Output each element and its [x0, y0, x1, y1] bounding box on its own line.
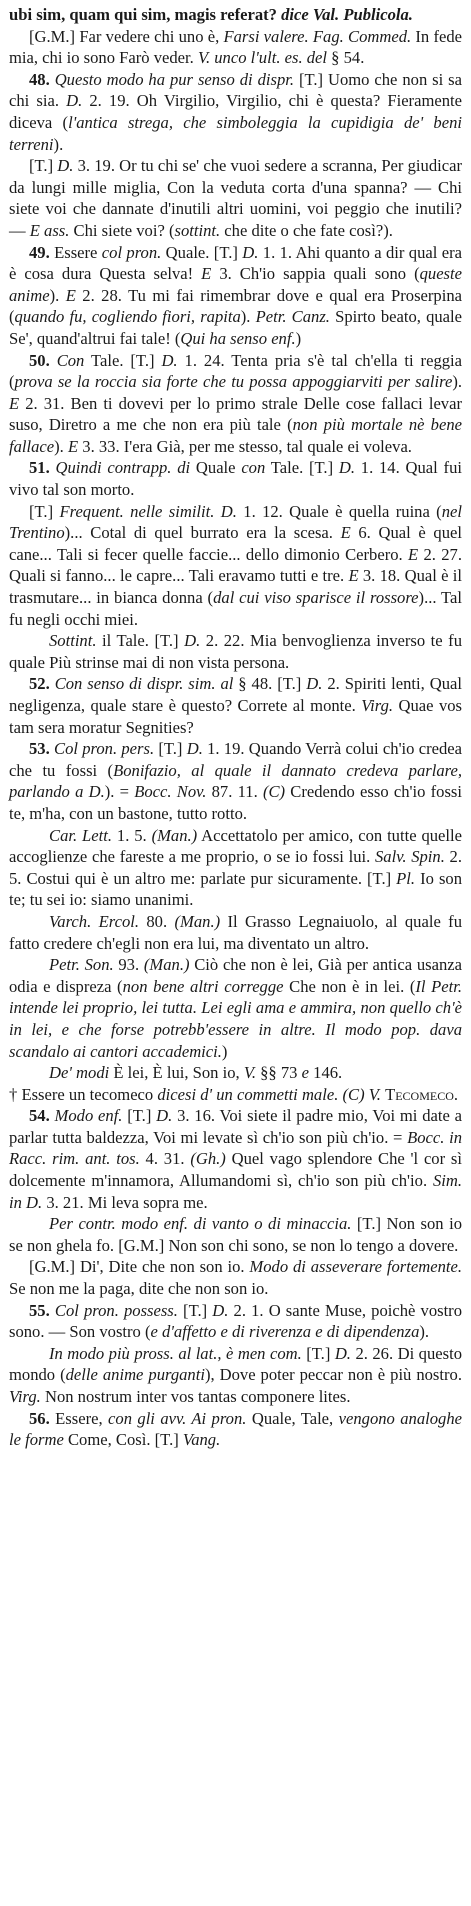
entry-paragraph: [9, 630, 462, 673]
italic-text: E: [408, 544, 419, 564]
italic-text: prova se la roccia sia forte che tu possa appoggiarviti per salire: [14, 372, 453, 392]
italic-text: E ass.: [29, 220, 70, 240]
entry-paragraph: [9, 457, 462, 500]
italic-text: (C): [262, 782, 286, 802]
entry-paragraph: [9, 1343, 462, 1408]
text-run: 1. 19. Quando Verrà colui ch'io credea che tu fossi (: [9, 739, 462, 780]
entry-paragraph: [9, 1062, 462, 1084]
italic-text: non più mortale nè bene fallace: [9, 415, 462, 456]
italic-text: e d'affetto e di riverenza e di dipendenza: [150, 1322, 420, 1342]
bold-text: ubi sim, quam qui sim, magis referat?: [9, 5, 282, 24]
italic-text: Bonifazio, al quale il dannato credeva parlare, parlando a D.: [9, 760, 462, 802]
italic-text: Farsi valere. Fag. Commed.: [223, 26, 412, 46]
entry-paragraph: [9, 1408, 462, 1451]
text-run: 3. 19. Or tu chi se' che vuoi sedere a scranna, Per giudicar da lungi mille miglia, Con la veduta corta d'una spanna? — Chi siete voi che dannate d'inutili altri uomini, voi peggio che inutili? —: [9, 156, 462, 240]
italic-text: Car. Lett.: [49, 825, 112, 845]
italic-text: D.: [306, 674, 323, 694]
italic-text: Questo modo ha pur senso di dispr.: [54, 69, 295, 89]
text-run: 1. 1. Ahi quanto a dir qual era è cosa dura Questa selva!: [9, 242, 462, 284]
italic-text: D.: [186, 739, 203, 759]
italic-text: con: [241, 458, 266, 478]
italic-text: Salv. Spin.: [375, 847, 445, 867]
entry-paragraph: [9, 350, 462, 458]
italic-text: Con: [56, 350, 85, 370]
italic-text: Bocc. Nov.: [134, 782, 207, 802]
italic-text: Modo enf.: [54, 1106, 123, 1126]
text-run: 6. Qual è quel cane... Tali si fecer quelle faccie... dello dimonio Cerbero.: [9, 523, 462, 564]
italic-text: quando fu, cogliendo fiori, rapita: [14, 307, 241, 327]
italic-text: Vang.: [182, 1430, 221, 1450]
italic-text: D.: [66, 91, 83, 111]
text-run: ).: [49, 285, 66, 305]
text-run: il Tale. [T.]: [96, 631, 185, 651]
text-run: ): [221, 1041, 228, 1061]
italic-text: E: [340, 523, 351, 543]
italic-text: E: [348, 566, 359, 586]
entry-paragraph: [9, 673, 462, 738]
italic-text: Col pron. pers.: [54, 739, 155, 759]
text-run: Quale. [T.]: [161, 242, 243, 262]
text-run: Credendo esso ch'io fossi te, m'ha, con un bastone, tutto rotto.: [9, 782, 462, 823]
italic-text: D.: [156, 1106, 173, 1126]
small-caps-text: Tecomeco: [385, 1084, 454, 1104]
text-run: 1. 14. Qual fui vivo tal son morto.: [9, 458, 462, 500]
text-run: 87. 11.: [206, 782, 263, 802]
italic-text: Sim. in D.: [9, 1171, 462, 1212]
text-run: 3. 18. Qual è il trasmutare... in bianca donna (: [9, 566, 463, 608]
text-run: In fede mia, chi io sono Farò veder.: [9, 26, 462, 68]
bold-text: 49.: [29, 242, 55, 262]
entry-paragraph: [9, 825, 462, 911]
text-run: [T.]: [301, 1343, 335, 1363]
italic-text: D.: [242, 242, 259, 262]
bold-italic-text: dice Val. Publicola.: [281, 5, 413, 24]
text-run: Il Grasso Legnaiuolo, al quale fu fatto credere ch'egli non era lui, ma diventato un altro.: [9, 911, 462, 953]
entry-paragraph: [9, 26, 462, 69]
bold-text: 53.: [29, 739, 54, 759]
italic-text: D.: [161, 350, 178, 370]
italic-text: Bocc. in Racc. rim. ant. tos.: [9, 1127, 462, 1169]
italic-text: (Man.): [151, 825, 198, 845]
italic-text: non bene altri corregge: [122, 976, 284, 996]
text-run: Non nostrum inter vos tantas componere lites.: [40, 1387, 351, 1406]
entry-paragraph: [9, 242, 462, 350]
italic-text: E: [67, 436, 79, 456]
italic-text: l'antica strega, che simboleggia la cupidigia de' beni terreni: [9, 112, 462, 154]
text-run: .: [453, 1084, 459, 1104]
text-run: 3. 21. Mi leva sopra me.: [42, 1192, 208, 1212]
text-run: [T.] Non son io se non ghela fo. [G.M.] Non son chi sono, se non lo tengo a dovere.: [9, 1214, 462, 1255]
text-run: [T.]: [154, 739, 187, 759]
entry-paragraph: [9, 1213, 462, 1256]
italic-text: (Man.): [174, 911, 221, 931]
entry-paragraph: [9, 1084, 462, 1106]
text-run: )... Tal fu negli occhi miei.: [9, 588, 463, 629]
italic-text: Varch. Ercol.: [49, 911, 140, 931]
entry-paragraph: [9, 155, 462, 241]
text-run: che dite o che fate così?).: [220, 220, 393, 240]
italic-text: D.: [212, 1300, 229, 1320]
italic-text: Sottint.: [49, 631, 97, 651]
italic-text: (Man.): [143, 955, 190, 975]
text-run: Quale: [190, 458, 242, 478]
entry-paragraph: [9, 1105, 462, 1213]
bold-text: 56.: [29, 1408, 56, 1428]
text-run: 146.: [309, 1063, 343, 1083]
italic-text: nel Trentino: [9, 501, 462, 543]
text-run: 3. 33. I'era Già, per me stesso, tal quale ei voleva.: [78, 436, 412, 456]
text-run: [T.] Uomo che non si sa chi sia.: [9, 69, 462, 111]
text-run: ), Dove poter peccar non è più nostro.: [204, 1365, 462, 1385]
italic-text: Petr. Canz.: [255, 307, 330, 327]
italic-text: In modo più pross. al lat., è men com.: [49, 1343, 302, 1363]
text-run: Chi siete voi? (: [69, 220, 175, 240]
entry-paragraph: [9, 69, 462, 155]
text-run: 1. 5.: [112, 825, 152, 845]
entry-paragraph: [9, 911, 462, 954]
text-run: 2. 31. Ben ti dovevi per lo primo strale Delle cose fallaci levar suso, Diretro a me che non era più tale (: [9, 393, 462, 435]
italic-text: col pron.: [101, 242, 162, 262]
text-run: ).: [53, 134, 64, 154]
italic-text: E: [201, 264, 212, 284]
text-run: ).: [240, 307, 256, 327]
italic-text: Frequent. nelle similit.: [59, 501, 215, 521]
text-run: Quel vago splendore Che 'l cor sì dolcemente m'innamora, Allumandomi sì, ch'io son più ch'io.: [9, 1149, 462, 1191]
italic-text: (Gh.): [190, 1149, 226, 1169]
text-run: ). =: [104, 782, 135, 802]
text-run: ).: [419, 1322, 430, 1342]
text-run: 2. Spiriti lenti, Qual negligenza, quale stare è questo? Correte al monte.: [9, 674, 462, 715]
italic-text: dal cui viso sparisce il rossore: [213, 588, 419, 608]
text-run: Quae vos tam sera moratur Segnities?: [9, 696, 463, 737]
entry-paragraph: [9, 501, 462, 631]
text-run: 80.: [139, 911, 175, 931]
italic-text: con gli avv. Ai pron.: [108, 1408, 247, 1428]
italic-text: delle anime purganti: [65, 1365, 205, 1385]
italic-text: Con senso di dispr. sim. al: [54, 674, 234, 694]
italic-text: Il Petr. intende lei proprio, lei tutta. Lei egli ama e ammira, non quello ch'è in lei, e che forse potrebb'essere in altre. Il modo pop. dava scandalo ai cantori accademici.: [9, 976, 463, 1061]
text-run: Accettatolo per amico, con tutte quelle accoglienze che fareste a me proprio, o se io fossi lui.: [9, 825, 462, 867]
italic-text: Petr. Son.: [49, 955, 114, 975]
text-run: † Essere un tecomeco: [9, 1084, 158, 1104]
text-run: 2. 22. Mia benvoglienza inverso te fu quale Più strinse mai di non vista persona.: [9, 631, 462, 672]
italic-text: E: [65, 285, 76, 305]
text-run: Essere,: [55, 1408, 109, 1428]
italic-text: E: [9, 393, 20, 413]
text-run: Io son te; tu sei io: siamo unanimi.: [9, 868, 462, 910]
italic-text: dicesi d' un commetti male. (C) V.: [157, 1084, 381, 1104]
text-run: È lei, È lui, Son io,: [109, 1063, 244, 1083]
text-run: Quale, Tale,: [246, 1408, 339, 1428]
bold-text: 51.: [29, 458, 56, 478]
text-run: §§ 73: [255, 1063, 302, 1083]
text-run: Come, Così. [T.]: [63, 1430, 183, 1450]
text-run: 2. 27. Quali si fanno... le capre... Tali eravamo tutti e tre.: [9, 544, 462, 586]
italic-text: Quindi contrapp. di: [55, 458, 191, 478]
text-run: 2. 5. Costui qui è un altro me: parlate pur sicuramente. [T.]: [9, 847, 462, 888]
text-run: 4. 31.: [139, 1149, 191, 1169]
text-run: 2. 19. Oh Virgilio, Virgilio, chi è questa? Fieramente diceva (: [9, 91, 462, 132]
text-run: Tale. [T.]: [265, 458, 339, 478]
italic-text: Col pron. possess.: [54, 1300, 178, 1320]
italic-text: Virg.: [9, 1387, 41, 1406]
text-run: 1. 24. Tenta pria s'è tal ch'ella ti reggia (: [9, 350, 463, 392]
italic-text: D.: [57, 156, 74, 176]
text-run: § 48. [T.]: [233, 674, 307, 694]
text-run: [T.]: [122, 1106, 157, 1126]
entry-paragraph: [9, 738, 462, 824]
text-run: Che non è in lei. (: [283, 976, 416, 996]
italic-text: D.: [184, 631, 201, 651]
italic-text: e: [301, 1063, 309, 1083]
text-run: ).: [452, 372, 462, 392]
text-run: ).: [54, 436, 68, 456]
text-run: [G.M.] Far vedere chi uno è,: [29, 26, 224, 46]
text-run: Tale. [T.]: [84, 350, 162, 370]
text-run: Essere: [54, 242, 102, 262]
italic-text: vengono analoghe le forme: [9, 1408, 463, 1450]
text-run: § 54.: [327, 48, 365, 68]
italic-text: D.: [220, 501, 237, 521]
italic-text: queste anime: [9, 264, 462, 305]
entry-paragraph: [9, 4, 462, 26]
text-run: 93.: [113, 955, 144, 975]
italic-text: Qui ha senso enf.: [180, 328, 296, 348]
bold-text: 54.: [29, 1106, 55, 1126]
italic-text: V. unco l'ult. es. del: [197, 48, 328, 68]
italic-text: Pl.: [396, 868, 416, 888]
bold-text: 55.: [29, 1300, 55, 1320]
italic-text: Virg.: [361, 696, 394, 715]
text-run: [T.]: [29, 501, 60, 521]
italic-text: D.: [334, 1343, 351, 1363]
text-run: 2. 1. O sante Muse, poichè vostro sono. — Son vostro (: [9, 1300, 463, 1342]
entry-paragraph: [9, 954, 462, 1062]
entry-paragraph: [9, 1300, 462, 1343]
text-run: Se non me la paga, dite che non son io.: [9, 1279, 269, 1299]
text-run: [T.]: [177, 1300, 213, 1320]
text-run: 3. 16. Voi siete il padre mio, Voi mi date a parlar tutta baldezza, Voi mi levate sì ch'io son più ch'io. =: [9, 1106, 462, 1147]
text-run: 3. Ch'io sappia quali sono (: [211, 264, 420, 284]
bold-text: 50.: [29, 350, 57, 370]
italic-text: Per contr. modo enf. di vanto o di minaccia.: [49, 1214, 352, 1234]
bold-text: 48.: [29, 69, 55, 89]
italic-text: Modo di asseverare fortemente.: [249, 1257, 462, 1277]
text-run: )... Cotal di quel burrato era la scesa.: [64, 523, 341, 543]
text-run: Spirto beato, quale Se', quand'altrui fai tale! (: [9, 307, 462, 348]
text-run: 2. 26. Di questo mondo (: [9, 1343, 462, 1385]
text-run: 1. 12. Quale è quella ruina (: [236, 501, 442, 521]
text-run: [G.M.] Di', Dite che non son io.: [29, 1257, 250, 1277]
italic-text: D.: [338, 458, 356, 478]
italic-text: De' modi: [49, 1063, 110, 1083]
entry-paragraph: [9, 1256, 462, 1299]
text-run: 2. 28. Tu mi fai rimembrar dove e qual era Proserpina (: [9, 285, 462, 327]
italic-text: sottint.: [174, 220, 221, 240]
text-run: ): [295, 328, 302, 348]
text-run: Ciò che non è lei, Già per antica usanza odia e dispreza (: [9, 955, 462, 996]
italic-text: V.: [243, 1063, 256, 1083]
text-run: [T.]: [29, 156, 58, 176]
bold-text: 52.: [29, 674, 55, 694]
